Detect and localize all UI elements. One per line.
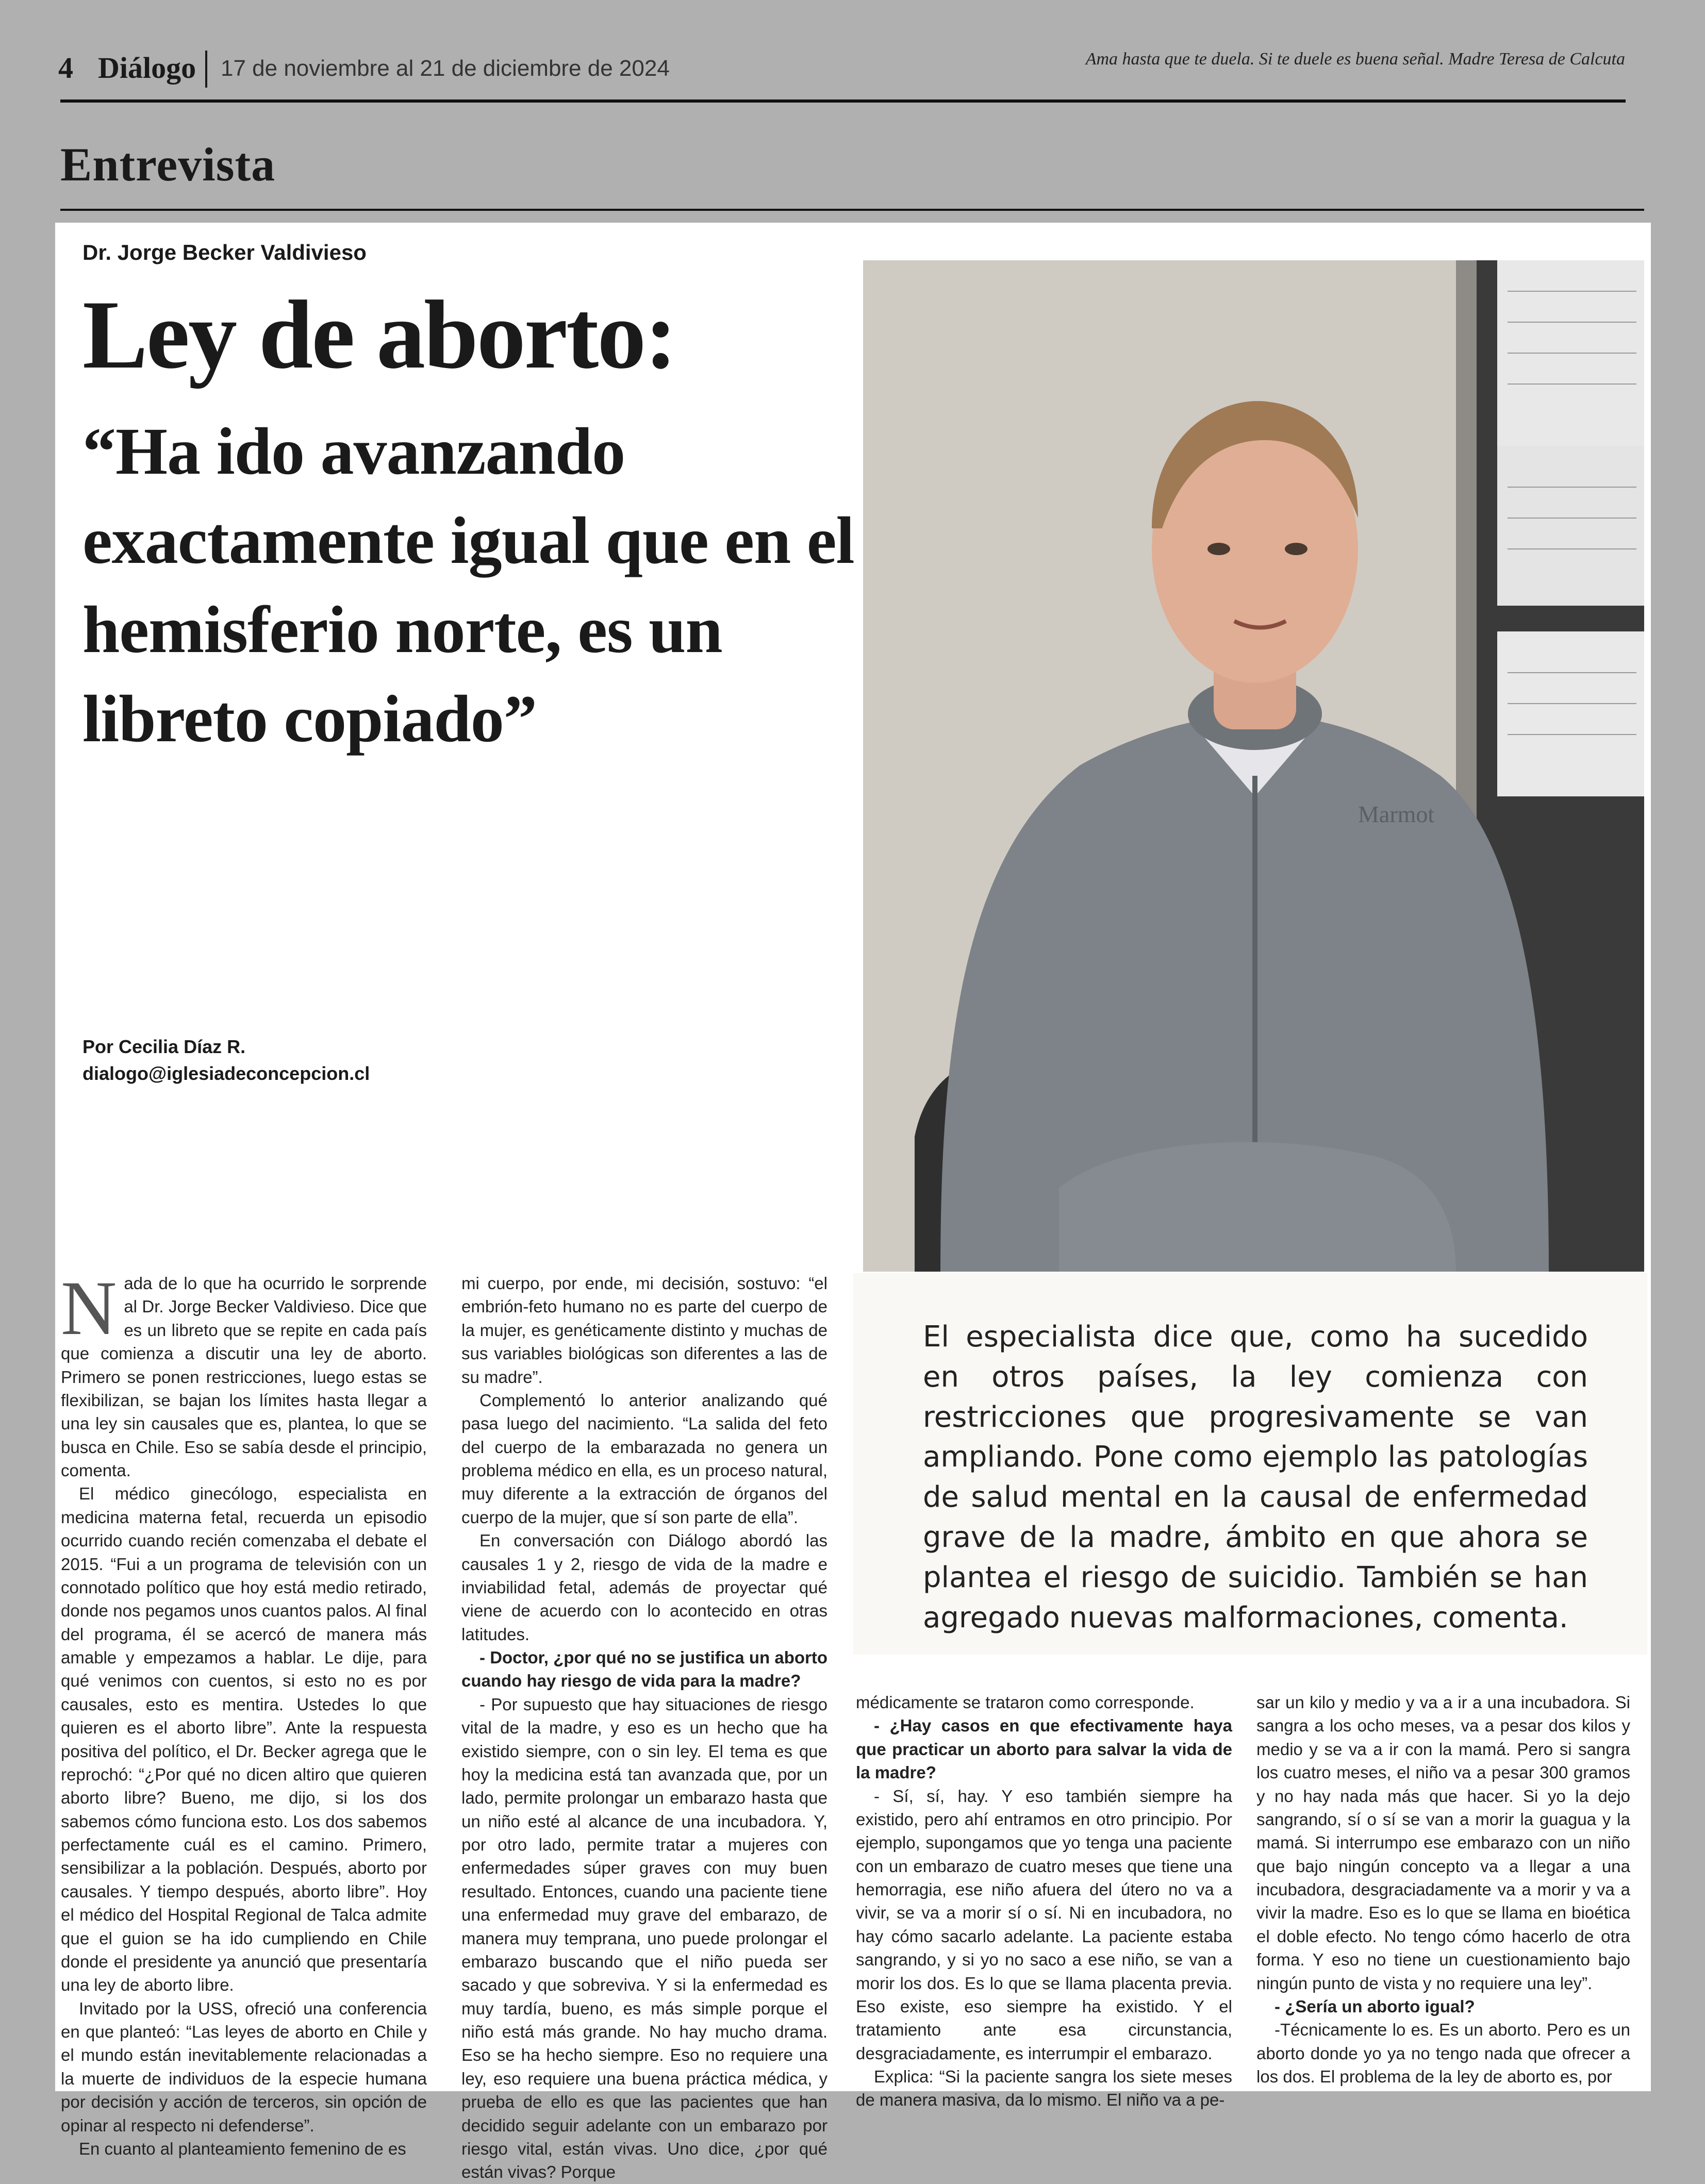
section-rule bbox=[60, 209, 1644, 211]
article-column-4 bbox=[1256, 1691, 1630, 2088]
section-title: Entrevista bbox=[60, 138, 276, 191]
byline bbox=[82, 1033, 370, 1087]
publication-name: Diálogo bbox=[98, 51, 196, 85]
interview-question: - Doctor, ¿por qué no se justifica un aborto cuando hay riesgo de vida para la madre? bbox=[461, 1648, 827, 1691]
byline-email: dialogo@iglesiadeconcepcion.cl bbox=[82, 1063, 370, 1085]
byline-author: Por Cecilia Díaz R. bbox=[82, 1036, 246, 1057]
article-column-1 bbox=[61, 1265, 427, 2160]
interview-question: - ¿Hay casos en que efectivamente haya que practicar un aborto para salvar la vida de la madre? bbox=[856, 1716, 1232, 1782]
paragraph: - Por supuesto que hay situaciones de riesgo vital de la madre, y eso es un hecho que ha existido siempre, con o sin ley. El tema es que hoy la medicina está tan avanzada que, por un lado, permite prolongar un embarazo hasta que un niño esté al alcance de una incubadora. Y, por otro lado, permite tratar a mujeres con enfermedades súper graves con muy buen resultado. Entonces, cuando una paciente tiene una enfermedad muy grave del embarazo, de manera muy temprana, uno puede prolongar el embarazo buscando que el niño pueda ser sacado y que sobreviva. Y si la enfermedad es muy tardía, bueno, es más simple porque el niño está más grande. No hay mucho drama. Eso se ha hecho siempre. Eso no requiere una ley, eso requiere una buena práctica médica, y prueba de ello es que las pacientes que han decidido seguir adelante con un embarazo por riesgo vital, están vivas. Uno dice, ¿por qué están vivas? Porque bbox=[461, 1694, 827, 2182]
interviewee-photo bbox=[863, 260, 1644, 1272]
headline: Ley de aborto: bbox=[82, 281, 676, 389]
paragraph: -Técnicamente lo es. Es un aborto. Pero es un aborto donde yo ya no tengo nada que ofrecer a los dos. El problema de la ley de aborto es, por bbox=[1256, 2020, 1630, 2086]
paragraph: Invitado por la USS, ofreció una conferencia en que planteó: “Las leyes de aborto en Chile y el mundo están inevitablemente relacionadas a la muerte de individuos de la especie humana por decisión y acción de terceros, sin opción de opinar al respecto ni defenderse”. bbox=[61, 1998, 427, 2135]
article-column-2 bbox=[461, 1272, 827, 2184]
drop-cap: N bbox=[61, 1265, 117, 1351]
paragraph: sar un kilo y medio y va a ir a una incubadora. Si sangra a los ocho meses, va a pesar dos kilos y medio y se va a ir con la mamá. Pero si sangra los cuatro meses, el niño va a pesar 300 gramos y no hay nada más que hacer. Si yo la dejo sangrando, sí o sí se van a morir la guagua y la mamá. Si interrumpo ese embarazo con un niño que bajo ningún concepto va a llegar a una incubadora, desgraciadamente va a morir y va a vivir la madre. Eso es lo que se llama en bioética el doble efecto. No tengo cómo hacerlo de otra forma. Y eso no tiene un cuestionamiento bajo ningún punto de vista y no requiere una ley”. bbox=[1256, 1693, 1630, 1993]
issue-date: 17 de noviembre al 21 de diciembre de 2024 bbox=[221, 56, 670, 81]
interview-question: - ¿Sería un aborto igual? bbox=[1274, 1996, 1475, 2016]
jacket-logo: Marmot bbox=[1358, 801, 1435, 827]
header-rule bbox=[60, 99, 1626, 103]
paragraph: En cuanto al planteamiento femenino de es bbox=[79, 2139, 406, 2158]
paragraph: Complementó lo anterior analizando qué pasa luego del nacimiento. “La salida del feto del cuerpo de la embarazada no genera un problema médico en ella, es un proceso natural, muy diferente a la extracción de órganos del cuerpo de la mujer, que sí son parte de ella”. bbox=[461, 1390, 827, 1527]
interviewee-name: Dr. Jorge Becker Valdivieso bbox=[82, 240, 367, 264]
paragraph: Nada de lo que ha ocurrido le sorprende al Dr. Jorge Becker Valdivieso. Dice que es un libreto que se repite en cada país que comienza a discutir una ley de aborto. Primero se ponen restricciones, luego estas se flexibilizan, se bajan los límites hasta llegar a una ley sin causales que es, plantea, lo que se busca en Chile. Eso se sabía desde el principio, comenta. bbox=[61, 1265, 427, 1480]
paragraph: mi cuerpo, por ende, mi decisión, sostuvo: “el embrión-feto humano no es parte del cuerpo de la mujer, es genéticamente distinto y muchas de sus variables biológicas son diferentes a las de su madre”. bbox=[461, 1274, 827, 1387]
header-quote: Ama hasta que te duela. Si te duele es buena señal. Madre Teresa de Calcuta bbox=[1085, 49, 1625, 69]
paragraph: En conversación con Diálogo abordó las causales 1 y 2, riesgo de vida de la madre e inviabilidad fetal, además de proyectar qué viene de acuerdo con lo acontecido en otras latitudes. bbox=[461, 1531, 827, 1644]
callout-text: El especialista dice que, como ha sucedido en otros países, la ley comienza con restricciones que progresivamente se van ampliando. Pone como ejemplo las patologías de salud mental en la causal de enfermedad grave de la madre, ámbito en que ahora se plantea el riesgo de suicidio. También se han agregado nuevas malformaciones, comenta. bbox=[923, 1320, 1588, 1635]
headline-quote: “Ha ido avanzando exactamente igual que en el hemisferio norte, es un libreto copiado” bbox=[82, 414, 854, 756]
paragraph: Explica: “Si la paciente sangra los siete meses de manera masiva, da lo mismo. El niño va a pe- bbox=[856, 2067, 1232, 2110]
header-separator bbox=[205, 51, 207, 88]
paragraph: El médico ginecólogo, especialista en medicina materna fetal, recuerda un episodio ocurrido cuando recién comenzaba el debate el 2015. “Fui a un programa de televisión con un connotado político que hoy está medio retirado, donde nos pegamos unos cuantos palos. Al final del programa, él se acercó de manera más amable y empezamos a hablar. Le dije, para qué venimos con cuentos, si esto no es por causales, esto es mentira. Ustedes lo que quieren es el aborto libre”. Ante la respuesta positiva del político, el Dr. Becker agrega que le reprochó: “¿Por qué no dicen altiro que quieren aborto libre? Bueno, me dijo, si los dos sabemos cómo funciona esto. Los dos sabemos perfectamente cuál es el camino. Primero, sensibilizar a la población. Después, aborto por causales. Y tiempo después, aborto libre”. Hoy el médico del Hospital Regional de Talca admite que el guion se ha ido cumpliendo en Chile donde el presidente ya anunció que presentaría una ley de aborto libre. bbox=[61, 1484, 427, 1995]
paragraph: médicamente se trataron como corresponde. bbox=[856, 1693, 1195, 1712]
article-column-3 bbox=[856, 1691, 1232, 2112]
page-number: 4 bbox=[58, 51, 73, 85]
paragraph: - Sí, sí, hay. Y eso también siempre ha existido, pero ahí entramos en otro principio. Por ejemplo, supongamos que yo tenga una paciente con un embarazo de cuatro meses que tiene una hemorragia, ese niño afuera del útero no va a vivir, se va a morir sí o sí. Ni en incubadora, no hay cómo sacarlo adelante. La paciente estaba sangrando, y si yo no saco a ese niño, se van a morir los dos. Es lo que se llama placenta previa. Eso existe, eso siempre ha existido. Y el tratamiento ante esa circunstancia, desgraciadamente, es interrumpir el embarazo. bbox=[856, 1786, 1232, 2063]
